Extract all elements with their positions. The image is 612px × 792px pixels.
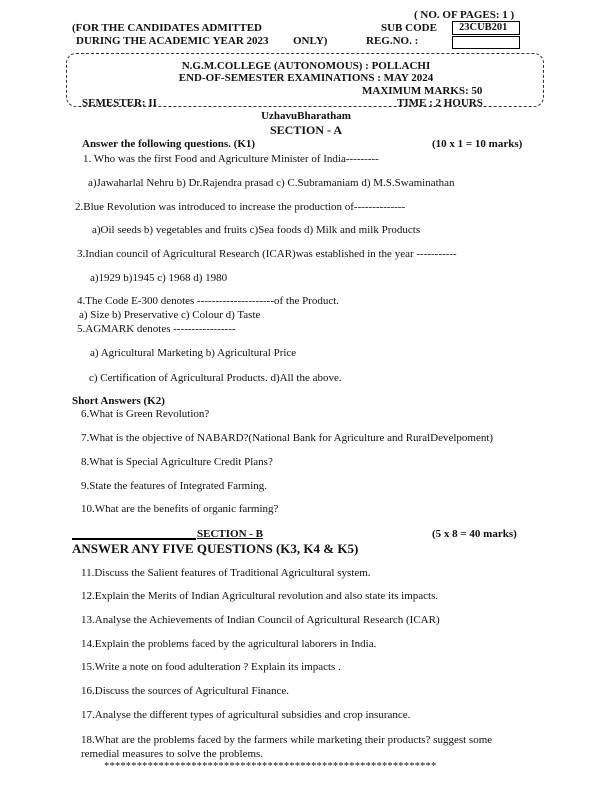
- question-2: 2.Blue Revolution was introduced to increase the production of--------------: [75, 201, 406, 213]
- college-name: N.G.M.COLLEGE (AUTONOMOUS) : POLLACHI: [181, 60, 431, 72]
- section-a-instruction: Answer the following questions. (K1): [82, 138, 256, 150]
- semester: SEMESTER: II: [82, 97, 157, 109]
- question-8: 8.What is Special Agriculture Credit Plans?: [81, 456, 273, 468]
- time-allowed: TIME : 2 HOURS: [397, 97, 483, 109]
- question-5-options-1: a) Agricultural Marketing b) Agricultural Price: [90, 347, 297, 359]
- footer-stars: *************************************************************: [104, 761, 437, 772]
- question-2-options: a)Oil seeds b) vegetables and fruits c)Sea foods d) Milk and milk Products: [92, 224, 421, 236]
- candidates-line-2: DURING THE ACADEMIC YEAR 2023: [76, 35, 269, 47]
- sub-code-box: [452, 21, 520, 35]
- sub-code-value: 23CUB201: [459, 22, 508, 33]
- candidates-only: ONLY): [293, 35, 328, 47]
- section-b-title: SECTION - B: [197, 528, 264, 540]
- question-3-options: a)1929 b)1945 c) 1968 d) 1980: [90, 272, 228, 284]
- question-12: 12.Explain the Merits of Indian Agricultural revolution and also state its impacts.: [81, 590, 439, 602]
- subject-title: UzhavuBharatham: [261, 110, 351, 122]
- question-9: 9.State the features of Integrated Farming.: [81, 480, 268, 492]
- question-10: 10.What are the benefits of organic farming?: [81, 503, 279, 515]
- question-18-line-2: remedial measures to solve the problems.: [81, 748, 264, 760]
- question-5-options-2: c) Certification of Agricultural Products. d)All the above.: [89, 372, 342, 384]
- question-4: 4.The Code E-300 denotes ---------------------of the Product.: [77, 295, 340, 307]
- question-16: 16.Discuss the sources of Agricultural Finance.: [81, 685, 290, 697]
- question-13: 13.Analyse the Achievements of Indian Council of Agricultural Research (ICAR): [81, 614, 440, 626]
- question-7: 7.What is the objective of NABARD?(National Bank for Agriculture and RuralDevelpoment): [81, 432, 494, 444]
- reg-no-box: [452, 36, 520, 49]
- section-a-marks: (10 x 1 = 10 marks): [432, 138, 523, 150]
- question-3: 3.Indian council of Agricultural Research (ICAR)was established in the year -----------: [77, 248, 457, 260]
- section-b-marks: (5 x 8 = 40 marks): [432, 528, 517, 540]
- question-11: 11.Discuss the Salient features of Traditional Agricultural system.: [81, 567, 371, 579]
- page-count: ( NO. OF PAGES: 1 ): [414, 9, 515, 21]
- question-15: 15.Write a note on food adulteration ? Explain its impacts .: [81, 661, 341, 673]
- short-answers-title: Short Answers (K2): [72, 395, 165, 407]
- question-18-line-1: 18.What are the problems faced by the farmers while marketing their products? suggest some: [81, 734, 493, 746]
- section-a-title: SECTION - A: [269, 123, 343, 137]
- section-b-instruction: ANSWER ANY FIVE QUESTIONS (K3, K4 & K5): [72, 541, 359, 556]
- exam-title: END-OF-SEMESTER EXAMINATIONS : MAY 2024: [178, 72, 434, 84]
- question-4-options: a) Size b) Preservative c) Colour d) Taste: [79, 309, 261, 321]
- question-6: 6.What is Green Revolution?: [81, 408, 210, 420]
- question-5: 5.AGMARK denotes -----------------: [77, 323, 236, 335]
- candidates-line-1: (FOR THE CANDIDATES ADMITTED: [72, 22, 262, 34]
- sub-code-label: SUB CODE: [381, 22, 437, 34]
- section-b-rule: [72, 538, 196, 540]
- question-1: 1. Who was the first Food and Agriculture Minister of India---------: [83, 153, 379, 165]
- question-1-options: a)Jawaharlal Nehru b) Dr.Rajendra prasad c) C.Subramaniam d) M.S.Swaminathan: [88, 177, 455, 189]
- reg-no-label: REG.NO. :: [366, 35, 419, 47]
- question-14: 14.Explain the problems faced by the agricultural laborers in India.: [81, 638, 377, 650]
- max-marks: MAXIMUM MARKS: 50: [362, 85, 483, 97]
- question-17: 17.Analyse the different types of agricultural subsidies and crop insurance.: [81, 709, 411, 721]
